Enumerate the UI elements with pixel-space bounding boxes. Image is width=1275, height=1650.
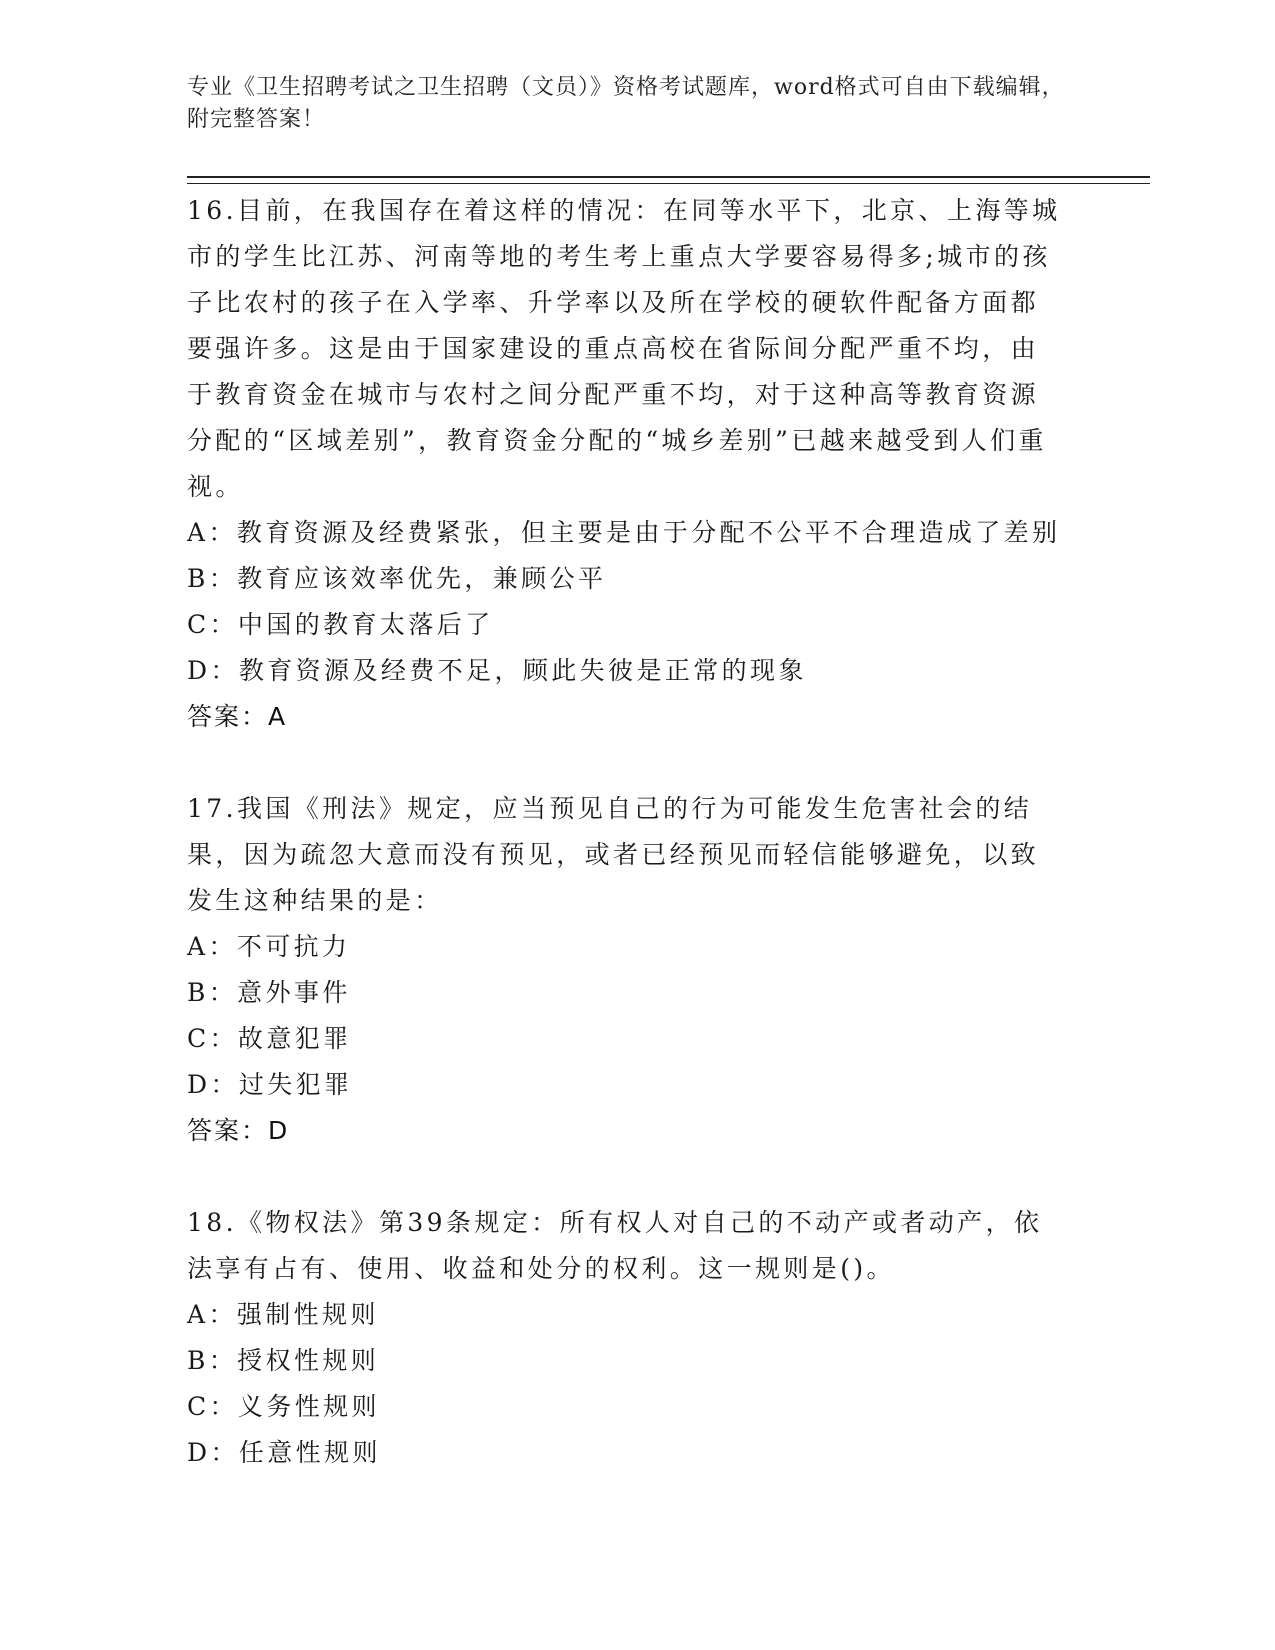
option-b: B：意外事件 [187,978,351,1007]
option-d: D：过失犯罪 [187,1070,353,1099]
question-16 [187,188,1067,740]
option-c: C：故意犯罪 [187,1024,352,1053]
header-rule-thin [187,183,1150,184]
option-a: A：教育资源及经费紧张，但主要是由于分配不公平不合理造成了差别 [187,518,1061,547]
answer-line: 答案：A [187,702,288,731]
document-header: 专业《卫生招聘考试之卫生招聘（文员）》资格考试题库，word格式可自由下载编辑，附完整答案！ [187,75,1065,132]
option-b: B：授权性规则 [187,1346,380,1375]
answer-line: 答案：D [187,1116,290,1145]
question-spacer [187,740,1067,786]
question-18 [187,1200,1067,1476]
question-spacer [187,1154,1067,1200]
question-list [187,188,1067,1476]
question-stem: 16.目前，在我国存在着这样的情况：在同等水平下，北京、上海等城市的学生比江苏、河南等地的考生考上重点大学要容易得多;城市的孩子比农村的孩子在入学率、升学率以及所在学校的硬软件配备方面都要强许多。这是由于国家建设的重点高校在省际间分配严重不均，由于教育资金在城市与农村之间分配严重不均，对于这种高等教育资源分配的“区域差别”，教育资金分配的“城乡差别”已越来越受到人们重视。 [187,196,1061,501]
option-c: C：义务性规则 [187,1392,380,1421]
option-d: D：任意性规则 [187,1438,381,1467]
question-stem: 17.我国《刑法》规定，应当预见自己的行为可能发生危害社会的结果，因为疏忽大意而没有预见，或者已经预见而轻信能够避免，以致发生这种结果的是： [187,794,1040,915]
option-a: A：不可抗力 [187,932,351,961]
option-d: D：教育资源及经费不足，顾此失彼是正常的现象 [187,656,807,685]
option-a: A：强制性规则 [187,1300,379,1329]
question-17 [187,786,1067,1154]
question-stem: 18.《物权法》第39条规定：所有权人对自己的不动产或者动产，依法享有占有、使用、收益和处分的权利。这一规则是()。 [187,1208,1043,1283]
option-b: B：教育应该效率优先，兼顾公平 [187,564,607,593]
option-c: C：中国的教育太落后了 [187,610,494,639]
header-rule-thick [187,176,1150,178]
